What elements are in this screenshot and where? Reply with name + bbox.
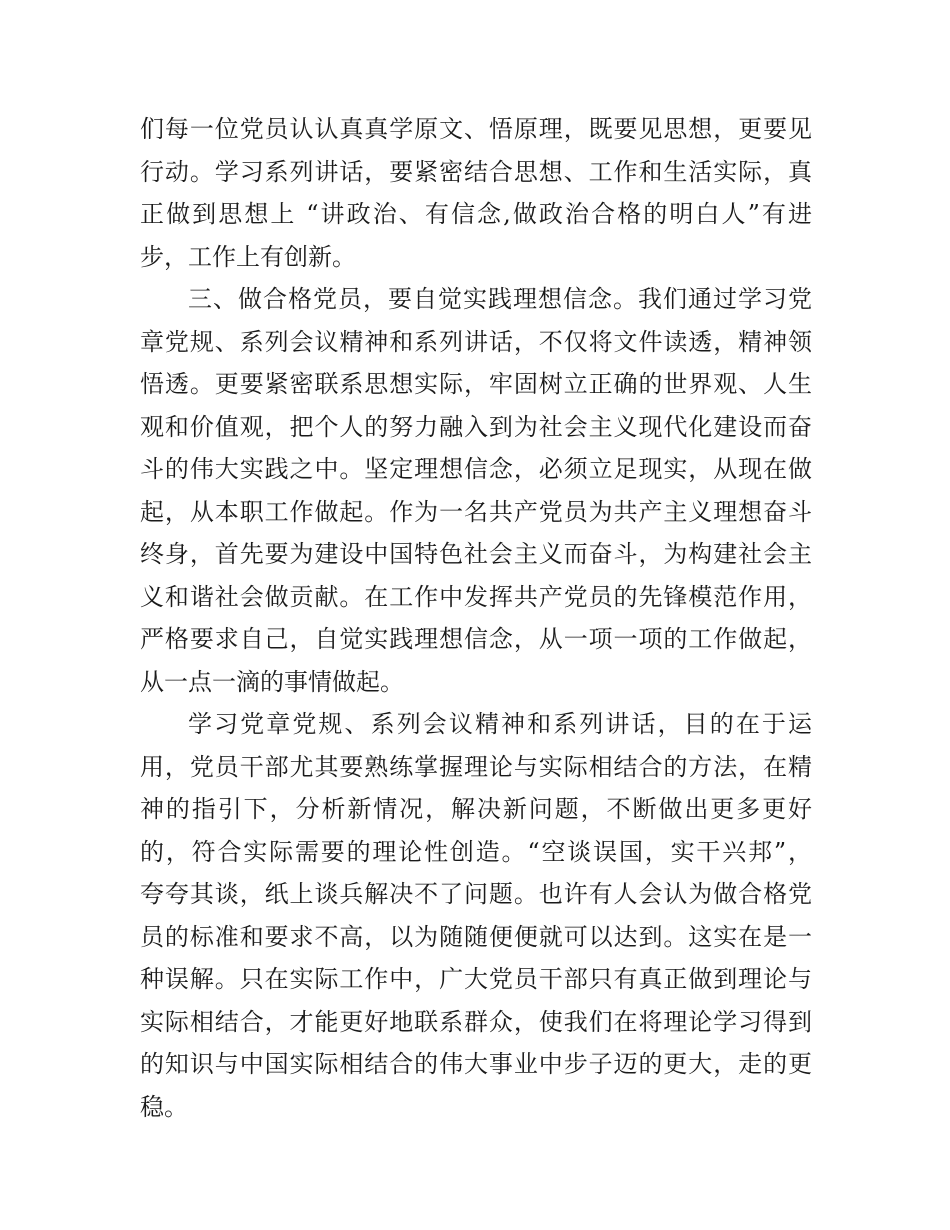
paragraph-line: 员的标准和要求不高，以为随随便便就可以达到。这实在是一	[140, 922, 812, 951]
paragraph-line: 们每一位党员认认真真学原文、悟原理，既要见思想，更要见	[140, 115, 812, 143]
paragraph-line: 种误解。只在实际工作中，广大党员干部只有真正做到理论与	[140, 965, 812, 993]
paragraph-1	[140, 108, 812, 278]
paragraph-line: 步，工作上有创新。	[140, 242, 356, 271]
paragraph-line: 的知识与中国实际相结合的伟大事业中步子迈的更大，走的更	[140, 1050, 812, 1078]
paragraph-line: 正做到思想上 “讲政治、有信念,做政治合格的明白人”有进	[140, 200, 812, 228]
paragraph-line: 义和谐社会做贡献。在工作中发挥共产党员的先锋模范作用，	[140, 582, 812, 611]
paragraph-line: 的，符合实际需要的理论性创造。“空谈误国，实干兴邦”，	[140, 837, 812, 866]
paragraph-line: 斗的伟大实践之中。坚定理想信念，必须立足现实，从现在做	[140, 455, 812, 483]
paragraph-line: 行动。学习系列讲话，要紧密结合思想、工作和生活实际，真	[140, 157, 812, 186]
paragraph-line: 观和价值观，把个人的努力融入到为社会主义现代化建设而奋	[140, 412, 812, 441]
paragraph-line: 严格要求自己，自觉实践理想信念，从一项一项的工作做起，	[140, 625, 812, 653]
paragraph-line: 实际相结合，才能更好地联系群众，使我们在将理论学习得到	[140, 1007, 812, 1036]
paragraph-line: 用，党员干部尤其要熟练掌握理论与实际相结合的方法，在精	[140, 752, 812, 781]
document-body	[140, 108, 812, 1128]
paragraph-line: 学习党章党规、系列会议精神和系列讲话，目的在于运	[188, 710, 812, 738]
paragraph-line: 悟透。更要紧密联系思想实际，牢固树立正确的世界观、人生	[140, 370, 812, 398]
paragraph-2	[140, 278, 812, 703]
paragraph-line: 神的指引下，分析新情况，解决新问题，不断做出更多更好	[140, 795, 812, 823]
paragraph-line: 终身，首先要为建设中国特色社会主义而奋斗，为构建社会主	[140, 540, 812, 568]
paragraph-line: 三、做合格党员，要自觉实践理想信念。我们通过学习党	[188, 285, 812, 313]
paragraph-line: 章党规、系列会议精神和系列讲话，不仅将文件读透，精神领	[140, 327, 812, 356]
paragraph-line: 稳。	[140, 1092, 188, 1121]
paragraph-line: 夸夸其谈，纸上谈兵解决不了问题。也许有人会认为做合格党	[140, 880, 812, 908]
paragraph-line: 从一点一滴的事情做起。	[140, 667, 404, 696]
paragraph-3	[140, 703, 812, 1128]
paragraph-line: 起，从本职工作做起。作为一名共产党员为共产主义理想奋斗	[140, 497, 812, 526]
